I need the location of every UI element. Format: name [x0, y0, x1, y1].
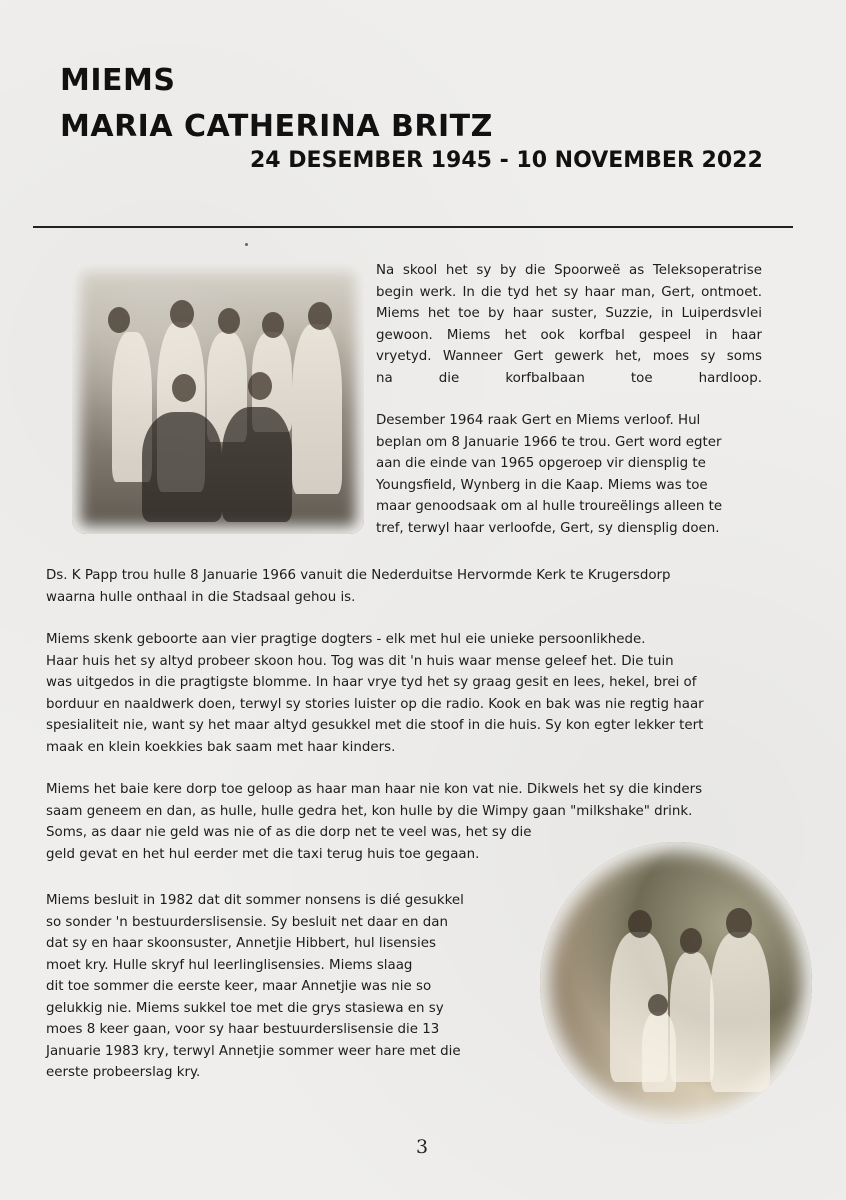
page-title-full-name: MARIA CATHERINA BRITZ: [60, 109, 493, 144]
text-line: Na skool het sy by die Spoorweë as Teleksoperatrise: [376, 263, 762, 278]
photo-head: [248, 372, 272, 400]
photo-head: [308, 302, 332, 330]
text-line: saam geneem en dan, as hulle, hulle gedra het, kon hulle by die Wimpy gaan "milkshake" drink.: [46, 803, 693, 819]
text-line: moes 8 keer gaan, voor sy haar bestuurderslisensie die 13: [46, 1022, 440, 1037]
life-dates: 24 DESEMBER 1945 - 10 NOVEMBER 2022: [250, 148, 763, 173]
text-line: was uitgedos in die pragtigste blomme. In haar vrye tyd het sy graag gesit en lees, hekel, brei of: [46, 675, 697, 690]
photo-figure: [142, 412, 222, 522]
text-line: Desember 1964 raak Gert en Miems verloof. Hul: [376, 413, 701, 428]
photo-figure: [642, 1012, 676, 1092]
text-line: gewoon. Miems het ook korfbal gespeel in haar: [376, 327, 762, 343]
photo-head: [648, 994, 668, 1016]
photo-head: [726, 908, 752, 938]
text-line: vryetyd. Wanneer Gert gewerk het, moes sy soms: [376, 349, 762, 364]
text-line: waarna hulle onthaal in die Stadsaal gehou is.: [46, 589, 356, 605]
text-line: Miems skenk geboorte aan vier pragtige dogters - elk met hul eie unieke persoonlikhede.: [46, 632, 646, 647]
text-line: begin werk. In die tyd het sy haar man, Gert, ontmoet.: [376, 284, 762, 300]
photo-head: [170, 300, 194, 328]
text-line: spesialiteit nie, want sy het maar altyd gesukkel met die stoof in die huis. Sy kon egter lekker tert: [46, 718, 704, 733]
header-divider: [33, 226, 793, 228]
text-line: dat sy en haar skoonsuster, Annetjie Hibbert, hul lisensies: [46, 936, 436, 951]
text-line: gelukkig nie. Miems sukkel toe met die grys stasiewa en sy: [46, 1000, 444, 1016]
text-line: aan die einde van 1965 opgeroep vir diensplig te: [376, 456, 706, 471]
photo-head: [262, 312, 284, 338]
text-line: Haar huis het sy altyd probeer skoon hou. Tog was dit 'n huis waar mense geleef het. Die tuin: [46, 653, 674, 669]
photo-figure: [222, 407, 292, 522]
paragraph-wedding: [46, 565, 794, 608]
photo-head: [628, 910, 652, 938]
daughters-photo: [540, 842, 812, 1124]
photo-head: [108, 307, 130, 333]
paragraph-family-home: [46, 629, 794, 758]
text-line: Youngsfield, Wynberg in die Kaap. Miems was toe: [376, 477, 708, 493]
paragraph-engagement: [376, 410, 762, 539]
photo-figure: [710, 932, 770, 1092]
text-line: so sonder 'n bestuurderslisensie. Sy besluit net daar en dan: [46, 914, 448, 930]
text-line: borduur en naaldwerk doen, terwyl sy stories luister op die radio. Kook en bak was nie regtig haar: [46, 696, 704, 712]
paragraph-drivers-license: [46, 890, 536, 1084]
text-line: moet kry. Hulle skryf hul leerlinglisensies. Miems slaag: [46, 957, 413, 973]
paragraph-career: [376, 260, 762, 389]
text-line: Soms, as daar nie geld was nie of as die dorp net te veel was, het sy die: [46, 825, 532, 840]
page-title-nickname: MIEMS: [60, 63, 176, 98]
photo-head: [218, 308, 240, 334]
text-line: Ds. K Papp trou hulle 8 Januarie 1966 vanuit die Nederduitse Hervormde Kerk te Krugersdorp: [46, 568, 671, 583]
text-line: beplan om 8 Januarie 1966 te trou. Gert word egter: [376, 434, 722, 450]
text-line: na die korfbalbaan toe hardloop.: [376, 370, 762, 386]
text-line: Miems het toe by haar suster, Suzzie, in Luiperdsvlei: [376, 306, 762, 321]
text-line: tref, terwyl haar verloofde, Gert, sy diensplig doen.: [376, 520, 720, 536]
text-line: maak en klein koekkies bak saam met haar kinders.: [46, 739, 396, 755]
text-line: Miems het baie kere dorp toe geloop as haar man haar nie kon vat nie. Dikwels het sy die kinders: [46, 782, 703, 797]
photo-figure: [670, 952, 714, 1082]
photo-head: [172, 374, 196, 402]
text-line: eerste probeerslag kry.: [46, 1065, 201, 1080]
text-line: geld gevat en het hul eerder met die taxi terug huis toe gegaan.: [46, 846, 480, 862]
photo-head: [680, 928, 702, 954]
paper-speck: [245, 243, 248, 246]
photo-figure: [292, 324, 342, 494]
page-number: 3: [416, 1136, 429, 1158]
text-line: dit toe sommer die eerste keer, maar Annetjie was nie so: [46, 979, 432, 994]
text-line: Januarie 1983 kry, terwyl Annetjie sommer weer hare met die: [46, 1043, 461, 1059]
family-group-photo: [72, 262, 364, 534]
text-line: Miems besluit in 1982 dat dit sommer nonsens is dié gesukkel: [46, 893, 464, 908]
text-line: maar genoodsaak om al hulle troureëlings alleen te: [376, 499, 723, 514]
